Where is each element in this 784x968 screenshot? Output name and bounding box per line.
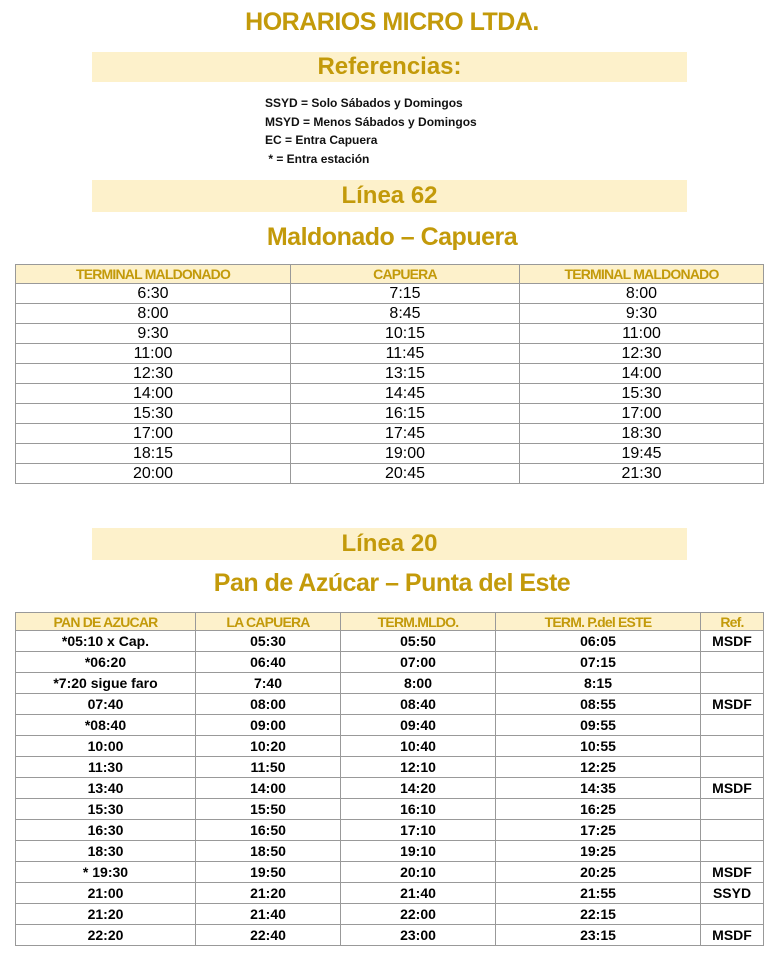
table-cell: 11:00	[16, 344, 291, 364]
reference-item: * = Entra estación	[265, 151, 370, 166]
table-cell: 16:15	[291, 404, 520, 424]
table-row	[16, 344, 764, 364]
table-row	[16, 883, 764, 904]
table-cell: 22:20	[16, 925, 196, 946]
table-cell: 06:05	[496, 631, 701, 652]
table-cell: MSDF	[701, 862, 764, 883]
table-cell: 21:30	[520, 464, 764, 484]
table-cell: 06:40	[196, 652, 341, 673]
table-cell: 09:40	[341, 715, 496, 736]
reference-item: EC = Entra Capuera	[265, 133, 378, 147]
table-cell: 14:00	[520, 364, 764, 384]
table-cell: 21:20	[16, 904, 196, 925]
table-cell: *06:20	[16, 652, 196, 673]
table-cell: 13:15	[291, 364, 520, 384]
table-cell: 17:45	[291, 424, 520, 444]
table-cell: 8:45	[291, 304, 520, 324]
table-cell: 14:00	[196, 778, 341, 799]
table-row	[16, 424, 764, 444]
table-cell: 08:55	[496, 694, 701, 715]
line62-heading: Línea 62	[92, 180, 687, 212]
table-cell: 15:50	[196, 799, 341, 820]
column-header: TERM. P.del ESTE	[496, 613, 701, 631]
table-row	[16, 631, 764, 652]
table-cell: 16:25	[496, 799, 701, 820]
table-row	[16, 324, 764, 344]
reference-item: MSYD = Menos Sábados y Domingos	[265, 114, 477, 129]
table-cell: 12:30	[520, 344, 764, 364]
table-cell: 05:50	[341, 631, 496, 652]
table-cell: 11:30	[16, 757, 196, 778]
table-cell: 20:10	[341, 862, 496, 883]
table-cell: 9:30	[520, 304, 764, 324]
table-cell: 9:30	[16, 324, 291, 344]
table-cell	[701, 841, 764, 862]
references-list	[265, 94, 477, 168]
table-cell: 13:40	[16, 778, 196, 799]
table-cell: 23:00	[341, 925, 496, 946]
table-cell: 15:30	[16, 404, 291, 424]
table-row	[16, 841, 764, 862]
table-cell: 09:55	[496, 715, 701, 736]
table-cell: 20:25	[496, 862, 701, 883]
table-cell: 18:15	[16, 444, 291, 464]
table-cell: 09:00	[196, 715, 341, 736]
table-cell: 16:10	[341, 799, 496, 820]
reference-item: SSYD = Solo Sábados y Domingos	[265, 96, 463, 110]
table-cell: MSDF	[701, 778, 764, 799]
table-cell	[701, 904, 764, 925]
table-cell	[701, 820, 764, 841]
table-cell: 22:15	[496, 904, 701, 925]
line20-heading: Línea 20	[92, 528, 687, 560]
table-row	[16, 364, 764, 384]
line20-timetable	[15, 612, 764, 946]
table-cell: 19:10	[341, 841, 496, 862]
table-row	[16, 862, 764, 883]
table-cell: 10:15	[291, 324, 520, 344]
table-cell: 14:00	[16, 384, 291, 404]
table-cell	[701, 799, 764, 820]
column-header: LA CAPUERA	[196, 613, 341, 631]
table-cell: 22:00	[341, 904, 496, 925]
table-cell	[701, 736, 764, 757]
table-cell: 21:00	[16, 883, 196, 904]
table-row	[16, 757, 764, 778]
table-row	[16, 925, 764, 946]
table-cell: MSDF	[701, 631, 764, 652]
table-row	[16, 715, 764, 736]
table-cell: 05:30	[196, 631, 341, 652]
column-header: Ref.	[701, 613, 764, 631]
references-heading: Referencias:	[92, 52, 687, 82]
table-row	[16, 736, 764, 757]
table-row	[16, 799, 764, 820]
table-cell: 17:00	[520, 404, 764, 424]
table-cell: 14:20	[341, 778, 496, 799]
table-cell: 17:25	[496, 820, 701, 841]
page-title: HORARIOS MICRO LTDA.	[245, 8, 539, 36]
table-cell: 10:40	[341, 736, 496, 757]
table-cell: 07:40	[16, 694, 196, 715]
table-cell: 20:00	[16, 464, 291, 484]
table-cell: 23:15	[496, 925, 701, 946]
table-cell: 12:30	[16, 364, 291, 384]
table-cell: 18:30	[520, 424, 764, 444]
table-row	[16, 284, 764, 304]
table-cell: 20:45	[291, 464, 520, 484]
table-cell: 15:30	[16, 799, 196, 820]
table-cell: 22:40	[196, 925, 341, 946]
table-cell: 11:45	[291, 344, 520, 364]
table-row	[16, 820, 764, 841]
table-cell: 21:55	[496, 883, 701, 904]
table-row	[16, 652, 764, 673]
table-cell	[701, 757, 764, 778]
table-cell: * 19:30	[16, 862, 196, 883]
table-cell: *05:10 x Cap.	[16, 631, 196, 652]
table-cell: 18:50	[196, 841, 341, 862]
line62-timetable	[15, 264, 764, 484]
table-cell	[701, 673, 764, 694]
table-row	[16, 673, 764, 694]
table-cell: 21:40	[341, 883, 496, 904]
line20-route: Pan de Azúcar – Punta del Este	[213, 569, 571, 597]
table-cell: 10:00	[16, 736, 196, 757]
table-cell: 14:45	[291, 384, 520, 404]
table-cell: 16:50	[196, 820, 341, 841]
table-cell: 7:15	[291, 284, 520, 304]
table-cell: 6:30	[16, 284, 291, 304]
table-row	[16, 778, 764, 799]
table-cell: 14:35	[496, 778, 701, 799]
table-row	[16, 694, 764, 715]
table-cell: 19:45	[520, 444, 764, 464]
table-cell: 21:20	[196, 883, 341, 904]
table-row	[16, 464, 764, 484]
table-cell: 21:40	[196, 904, 341, 925]
table-cell: 8:00	[16, 304, 291, 324]
table-cell	[701, 715, 764, 736]
table-cell	[701, 652, 764, 673]
table-cell: 8:15	[496, 673, 701, 694]
table-cell: 08:00	[196, 694, 341, 715]
table-cell: 11:00	[520, 324, 764, 344]
table-cell: 10:20	[196, 736, 341, 757]
table-cell: SSYD	[701, 883, 764, 904]
table-cell: 12:10	[341, 757, 496, 778]
column-header: CAPUERA	[291, 265, 520, 284]
column-header: TERMINAL MALDONADO	[520, 265, 764, 284]
table-cell: MSDF	[701, 925, 764, 946]
table-cell: 16:30	[16, 820, 196, 841]
table-cell: 15:30	[520, 384, 764, 404]
table-row	[16, 404, 764, 424]
table-cell: 8:00	[520, 284, 764, 304]
table-row	[16, 304, 764, 324]
table-cell: 19:00	[291, 444, 520, 464]
table-cell: *7:20 sigue faro	[16, 673, 196, 694]
table-cell: 12:25	[496, 757, 701, 778]
table-row	[16, 384, 764, 404]
table-cell: 19:25	[496, 841, 701, 862]
table-cell: 17:10	[341, 820, 496, 841]
table-cell: 18:30	[16, 841, 196, 862]
table-cell: 19:50	[196, 862, 341, 883]
column-header: TERM.MLDO.	[341, 613, 496, 631]
table-cell: MSDF	[701, 694, 764, 715]
column-header: TERMINAL MALDONADO	[16, 265, 291, 284]
table-row	[16, 904, 764, 925]
table-cell: 17:00	[16, 424, 291, 444]
table-cell: 7:40	[196, 673, 341, 694]
table-cell: 8:00	[341, 673, 496, 694]
column-header: PAN DE AZUCAR	[16, 613, 196, 631]
table-cell: 08:40	[341, 694, 496, 715]
table-cell: 11:50	[196, 757, 341, 778]
table-row	[16, 444, 764, 464]
table-cell: 07:00	[341, 652, 496, 673]
table-cell: 10:55	[496, 736, 701, 757]
table-cell: *08:40	[16, 715, 196, 736]
line62-route: Maldonado – Capuera	[266, 223, 518, 251]
table-cell: 07:15	[496, 652, 701, 673]
